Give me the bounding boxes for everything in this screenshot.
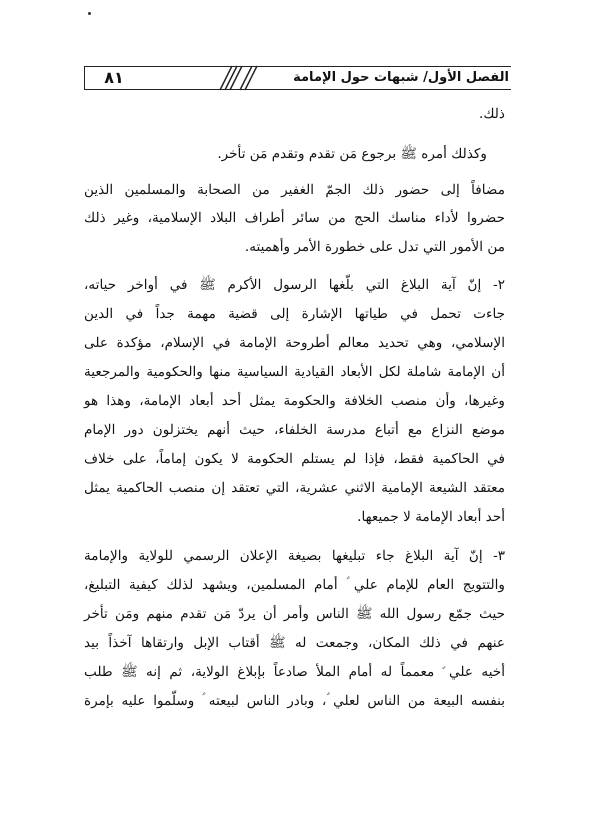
text-line: ٢- إنّ آية البلاغ التي بلّغها الرسول الأكرم ﷺ في أواخر حياته، <box>84 277 505 293</box>
text-line: ذلك. <box>479 106 505 122</box>
text-line: ٣- إنّ آية البلاغ جاء تبليغها بصيغة الإعلان الرسمي للولاية والإمامة <box>84 548 505 564</box>
header-slash-ornament <box>218 64 258 92</box>
header-bottom-rule <box>84 89 511 90</box>
text-line: أخيه علي ؑ معمماً له أمام الملأ صادعاً بإبلاغ الولاية، ثم إنه ﷺ طلب <box>84 664 505 680</box>
page-number: ٨١ <box>104 68 124 87</box>
text-line: موضع النزاع مع أتباع مدرسة الخلفاء، حيث أنهم يختزلون دور الإمام <box>84 422 505 438</box>
text-line: من الأمور التي تدل على خطورة الأمر وأهميته. <box>244 239 505 255</box>
text-line: عنهم في ذلك المكان، وجمعت له ﷺ أقتاب الإبل وارتقاها آخذاً بيد <box>84 635 505 651</box>
text-line: مضافاً إلى حضور ذلك الجمّ الغفير من الصحابة والمسلمين الذين <box>84 182 505 198</box>
text-line: بنفسه البيعة من الناس لعلي ؑ، وبادر الناس لبيعته ؑ وسلّموا عليه بإمرة <box>84 693 505 709</box>
text-line: وغيرها، وأن منصب الخلافة والحكومة يمثل أحد أبعاد الإمامة، وهذا هو <box>84 393 505 409</box>
text-line: أحد أبعاد الإمامة لا جميعها. <box>357 509 505 525</box>
ink-speck <box>88 12 91 15</box>
header-left-bar <box>84 66 85 89</box>
text-line: حضروا لأداء مناسك الحج من سائر أطراف البلاد الإسلامية، وغير ذلك <box>84 210 505 226</box>
text-line: الإسلامي، وهي تحديد معالم أطروحة الإمامة في الإسلام، مؤكدة على <box>84 335 505 351</box>
text-line: والتتويج العام للإمام علي ؑ أمام المسلمين، ويشهد لذلك كيفية التبليغ، <box>84 577 505 593</box>
text-line: وكذلك أمره ﷺ برجوع مَن تقدم وتقدم مَن تأخر. <box>217 146 487 162</box>
text-line: في الحاكمية فقط، فإذا لم يستلم الحكومة لا يكون إماماً، على خلاف <box>84 451 505 467</box>
text-line: أن الإمامة شاملة لكل الأبعاد القيادية السياسية منها والحكومية والمرجعية <box>84 364 505 380</box>
text-line: جاءت تحمل في طياتها الإشارة إلى قضية مهمة جداً في الدين <box>84 306 505 322</box>
text-line: حيث جمّع رسول الله ﷺ الناس وأمر أن يردّ مَن تقدم منهم ومَن تأخر <box>84 606 505 622</box>
chapter-title: الفصل الأول/ شبهات حول الإمامة <box>293 70 509 85</box>
page-header <box>84 64 511 92</box>
text-line: معتقد الشيعة الإمامية الاثني عشرية، التي تعتقد إن منصب الحاكمية يمثل <box>84 480 505 496</box>
